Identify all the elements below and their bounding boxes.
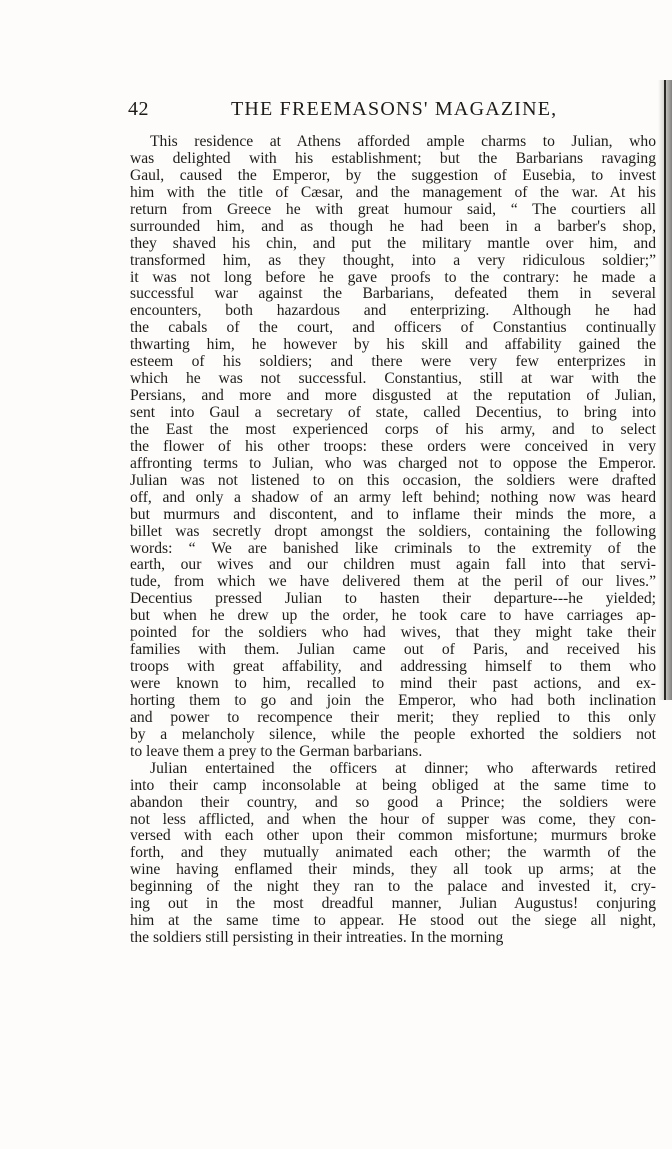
text-line: him with the title of Cæsar, and the management of the war. At his xyxy=(130,183,656,201)
text-line: into their camp inconsolable at being obliged at the same time to xyxy=(130,776,656,794)
text-line: by a melancholy silence, while the people exhorted the soldiers not xyxy=(130,725,656,743)
text-line: surrounded him, and as though he had been in a barber's shop, xyxy=(130,217,656,235)
text-line: return from Greece he with great humour said, “ The courtiers all xyxy=(130,200,656,218)
body-text xyxy=(130,134,656,947)
text-line: versed with each other upon their common misfortune; murmurs broke xyxy=(130,827,656,845)
paragraph xyxy=(130,134,656,761)
text-line: Gaul, caused the Emperor, by the suggestion of Eusebia, to invest xyxy=(130,166,656,184)
text-line: but murmurs and discontent, and to inflame their minds the more, a xyxy=(130,505,656,523)
text-line: were known to him, recalled to mind their past actions, and ex- xyxy=(130,675,656,692)
text-line: but when he drew up the order, he took care to have carriages ap- xyxy=(130,607,656,625)
text-line: pointed for the soldiers who had wives, that they might take their xyxy=(130,624,656,642)
text-line: the East the most experienced corps of his army, and to select xyxy=(130,420,656,438)
text-line: which he was not successful. Constantius, still at war with the xyxy=(130,370,656,388)
text-line: transformed him, as they thought, into a very ridiculous soldier;” xyxy=(130,251,656,269)
text-line: ing out in the most dreadful manner, Julian Augustus! conjuring xyxy=(130,895,656,913)
text-line: thwarting him, he however by his skill and affability gained the xyxy=(130,336,656,354)
text-line: earth, our wives and our children must again fall into that servi- xyxy=(130,556,656,574)
page-header xyxy=(128,98,656,128)
text-line: successful war against the Barbarians, defeated them in several xyxy=(130,285,656,303)
text-line: wine having enflamed their minds, they all took up arms; at the xyxy=(130,861,656,879)
running-title: THE FREEMASONS' MAGAZINE, xyxy=(231,98,558,120)
text-line: affronting terms to Julian, who was charged not to oppose the Emperor. xyxy=(130,454,656,472)
text-line: abandon their country, and so good a Prince; the soldiers were xyxy=(130,793,656,811)
text-line: him at the same time to appear. He stood out the siege all night, xyxy=(130,912,656,930)
text-line: to leave them a prey to the German barbarians. xyxy=(130,742,423,760)
text-line: and power to recompence their merit; they replied to this only xyxy=(130,708,656,726)
text-line: Persians, and more and more disgusted at the reputation of Julian, xyxy=(130,387,656,405)
text-line: it was not long before he gave proofs to the contrary: he made a xyxy=(130,268,656,286)
text-line: not less afflicted, and when the hour of supper was come, they con- xyxy=(130,810,656,828)
text-line: troops with great affability, and addressing himself to them who xyxy=(130,658,656,676)
text-line: the flower of his other troops: these orders were conceived in very xyxy=(130,437,656,455)
page-edge-line xyxy=(664,80,666,700)
text-line: was delighted with his establishment; but the Barbarians ravaging xyxy=(130,149,656,167)
text-line: Julian entertained the officers at dinner; who afterwards retired xyxy=(150,759,656,777)
text-line: words: “ We are banished like criminals to the extremity of the xyxy=(130,539,656,557)
text-line: sent into Gaul a secretary of state, called Decentius, to bring into xyxy=(130,404,656,421)
text-line: esteem of his soldiers; and there were very few enterprizes in xyxy=(130,353,656,371)
text-line: families with them. Julian came out of Paris, and received his xyxy=(130,641,656,659)
text-line: they shaved his chin, and put the military mantle over him, and xyxy=(130,234,656,252)
paragraph xyxy=(130,761,656,947)
text-line: tude, from which we have delivered them at the peril of our lives.” xyxy=(130,573,656,591)
text-line: Decentius pressed Julian to hasten their departure---he yielded; xyxy=(130,590,656,608)
text-line: This residence at Athens afforded ample charms to Julian, who xyxy=(150,133,656,150)
text-line: forth, and they mutually animated each other; the warmth of the xyxy=(130,844,656,862)
text-line: billet was secretly dropt amongst the soldiers, containing the following xyxy=(130,522,656,540)
text-line: the cabals of the court, and officers of Constantius continually xyxy=(130,319,656,337)
text-line: beginning of the night they ran to the palace and invested it, cry- xyxy=(130,878,656,896)
page-number: 42 xyxy=(128,98,149,120)
text-line: the soldiers still persisting in their intreaties. In the morning xyxy=(130,929,504,947)
text-line: off, and only a shadow of an army left behind; nothing now was heard xyxy=(130,488,656,506)
text-line: horting them to go and join the Emperor, who had both inclination xyxy=(130,691,656,709)
text-line: encounters, both hazardous and enterprizing. Although he had xyxy=(130,302,656,320)
text-line: Julian was not listened to on this occasion, the soldiers were drafted xyxy=(130,471,656,489)
